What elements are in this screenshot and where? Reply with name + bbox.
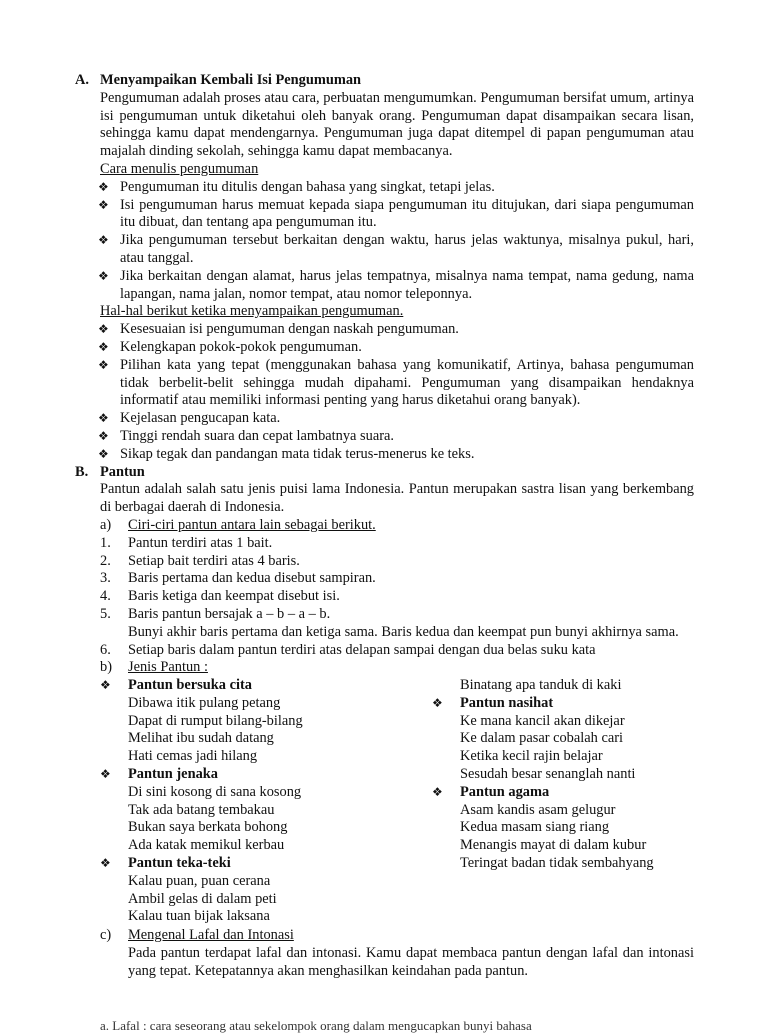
numbered-item (100, 641, 694, 660)
subsection-c-paragraph: Pada pantun terdapat lafal dan intonasi. Kamu dapat membaca pantun dengan lafal dan intonasi yang tepat. Ketepatannya akan menghasilkan keindahan pada pantun. (128, 944, 694, 979)
item-number: 3. (100, 570, 111, 587)
section-letter: A. (75, 72, 89, 88)
pantun-text: Hati cemas jadi hilang (128, 748, 258, 765)
document-page (0, 72, 768, 980)
subheading-cara-menulis: Cara menulis pengumuman (100, 160, 259, 177)
pantun-line (432, 819, 712, 837)
pantun-text: Kalau tuan bijak laksana (128, 908, 270, 925)
bullet-diamond-icon: ❖ (432, 784, 443, 799)
item-text: Baris pertama dan kedua disebut sampiran. (128, 570, 376, 587)
subsection-marker: b) (100, 659, 112, 676)
pantun-text: Ketika kecil rajin belajar (460, 748, 603, 765)
pantun-line (100, 748, 420, 766)
bullet-list-cara-menulis (0, 179, 768, 304)
bullet-diamond-icon: ❖ (100, 678, 111, 693)
section-b-heading (0, 464, 768, 482)
bullet-item (98, 196, 694, 233)
pantun-line (100, 819, 420, 837)
bullet-text: Isi pengumuman harus memuat kepada siapa pengumuman itu ditujukan, dari siapa pengumuman itu dibuat, dan tentang apa pengumuman itu. (120, 196, 694, 231)
pantun-line (432, 677, 712, 695)
item-text: Setiap baris dalam pantun terdiri atas delapan sampai dengan dua belas suku kata (128, 641, 596, 658)
pantun-type-title (100, 855, 420, 873)
pantun-text: Kalau puan, puan cerana (128, 872, 271, 889)
subsection-c-text (128, 945, 694, 981)
numbered-item (100, 570, 694, 588)
pantun-column-left (100, 677, 420, 926)
subheading-hal-hal: Hal-hal berikut ketika menyampaikan pengumuman. (100, 303, 404, 320)
pantun-text: Pantun agama (460, 783, 550, 800)
bullet-diamond-icon: ❖ (98, 197, 109, 212)
bullet-item (98, 338, 694, 357)
pantun-line (100, 784, 420, 802)
section-letter: B. (75, 463, 89, 480)
bullet-item (98, 356, 694, 410)
pantun-text: Di sini kosong di sana kosong (128, 783, 302, 800)
bullet-text: Jika berkaitan dengan alamat, harus jelas tempatnya, misalnya nama tempat, nama gedung, nama lapangan, nama jalan, nomor tempat, atau nomor teleponnya. (120, 267, 694, 302)
pantun-text: Teringat badan tidak sembahyang (460, 855, 654, 872)
bullet-item (98, 178, 694, 197)
pantun-columns (0, 677, 768, 927)
pantun-text: Pantun teka-teki (128, 855, 231, 872)
pantun-text: Sesudah besar senanglah nanti (460, 766, 636, 783)
pantun-text: Melihat ibu sudah datang (128, 730, 274, 747)
pantun-text: Pantun bersuka cita (128, 677, 252, 694)
cut-off-line: a. Lafal : cara seseorang atau sekelompok orang dalam mengucapkan bunyi bahasa (100, 1018, 532, 1033)
section-title: Pantun (100, 463, 145, 480)
pantun-line (100, 695, 420, 713)
pantun-text: Binatang apa tanduk di kaki (460, 677, 622, 694)
bullet-text: Kelengkapan pokok-pokok pengumuman. (120, 338, 362, 355)
numbered-item (100, 605, 694, 624)
pantun-type-title (100, 766, 420, 784)
bullet-item (98, 445, 694, 464)
item-number: 6. (100, 641, 111, 658)
bullet-item (98, 232, 694, 268)
pantun-line (432, 855, 712, 873)
pantun-text: Asam kandis asam gelugur (460, 801, 616, 818)
pantun-text: Menangis mayat di dalam kubur (460, 837, 647, 854)
bullet-diamond-icon: ❖ (98, 179, 109, 194)
section-a-intro: Pengumuman adalah proses atau cara, perbuatan mengumumkan. Pengumuman bersifat umum, artinya isi pengumuman untuk diketahui oleh banyak orang. Pengumuman dapat disampaikan secara lisan, sehingga kamu dapat mendengarnya. Pengumuman juga dapat ditempel di papan pengumuman atau majalah dinding sekolah, sehingga kamu dapat membacanya. (100, 89, 694, 160)
pantun-column-right (432, 677, 712, 873)
pantun-line (100, 802, 420, 820)
bullet-item (98, 267, 694, 304)
pantun-type-title (432, 784, 712, 802)
bullet-text: Pilihan kata yang tepat (menggunakan bahasa yang komunikatif, Artinya, bahasa pengumuman tidak berbelit-belit sehingga mudah dipahami. Pengumuman yang disampaikan hendaknya informatif atau memiliki informasi penting yang harus diketahui orang banyak). (120, 356, 694, 409)
numbered-list-ciri (0, 535, 768, 660)
pantun-text: Pantun nasihat (460, 694, 554, 711)
subsection-title: Mengenal Lafal dan Intonasi (128, 927, 294, 944)
bullet-diamond-icon: ❖ (98, 322, 109, 337)
bullet-diamond-icon: ❖ (98, 428, 109, 443)
subsection-c-heading (100, 927, 694, 945)
bullet-diamond-icon: ❖ (98, 411, 109, 426)
pantun-text: Tak ada batang tembakau (128, 801, 275, 818)
pantun-type-title (432, 695, 712, 713)
pantun-line (432, 766, 712, 784)
pantun-line (432, 837, 712, 855)
pantun-text: Ambil gelas di dalam peti (128, 890, 277, 907)
numbered-item (128, 624, 694, 642)
bullet-item (98, 321, 694, 339)
pantun-line (100, 837, 420, 855)
pantun-line (432, 802, 712, 820)
bullet-diamond-icon: ❖ (98, 357, 109, 372)
bullet-item (98, 410, 694, 428)
subsection-marker: c) (100, 927, 112, 944)
pantun-text: Ke dalam pasar cobalah cari (460, 730, 624, 747)
pantun-type-title (100, 677, 420, 695)
item-number: 4. (100, 588, 111, 605)
bullet-diamond-icon: ❖ (100, 856, 111, 871)
bullet-diamond-icon: ❖ (98, 268, 109, 283)
pantun-line (100, 713, 420, 731)
pantun-text: Ke mana kancil akan dikejar (460, 712, 625, 729)
pantun-line (432, 748, 712, 766)
pantun-text: Ada katak memikul kerbau (128, 837, 285, 854)
pantun-line (432, 713, 712, 731)
pantun-line (432, 730, 712, 748)
bullet-text: Jika pengumuman tersebut berkaitan dengan waktu, harus jelas waktunya, misalnya pukul, hari, atau tanggal. (120, 232, 694, 266)
bullet-text: Tinggi rendah suara dan cepat lambatnya suara. (120, 427, 394, 444)
subsection-b-heading (100, 659, 694, 677)
numbered-item (100, 588, 694, 606)
item-text: Baris ketiga dan keempat disebut isi. (128, 588, 340, 605)
pantun-text: Dapat di rumput bilang-bilang (128, 712, 303, 729)
pantun-line (100, 908, 420, 926)
item-number: 1. (100, 534, 111, 551)
bullet-diamond-icon: ❖ (100, 767, 111, 782)
bullet-item (98, 427, 694, 446)
bullet-diamond-icon: ❖ (432, 695, 443, 710)
bullet-text: Kejelasan pengucapan kata. (120, 410, 281, 427)
bullet-text: Kesesuaian isi pengumuman dengan naskah pengumuman. (120, 321, 459, 338)
subsection-title: Jenis Pantun : (128, 659, 208, 676)
item-number: 5. (100, 605, 111, 622)
section-title: Menyampaikan Kembali Isi Pengumuman (100, 72, 362, 88)
pantun-text: Pantun jenaka (128, 766, 218, 783)
pantun-text: Bukan saya berkata bohong (128, 819, 288, 836)
numbered-item (100, 534, 694, 553)
item-text: Bunyi akhir baris pertama dan ketiga sama. Baris kedua dan keempat pun bunyi akhirnya sama. (128, 623, 679, 640)
bullet-diamond-icon: ❖ (98, 446, 109, 461)
pantun-text: Kedua masam siang riang (460, 819, 610, 836)
section-a-heading (0, 72, 768, 90)
bullet-text: Pengumuman itu ditulis dengan bahasa yang singkat, tetapi jelas. (120, 178, 495, 195)
subsection-a-heading (100, 516, 694, 535)
bullet-diamond-icon: ❖ (98, 233, 109, 248)
item-text: Setiap bait terdiri atas 4 baris. (128, 552, 300, 569)
numbered-item (100, 552, 694, 571)
bullet-list-hal-hal (0, 321, 768, 463)
pantun-line (100, 891, 420, 909)
subsection-title: Ciri-ciri pantun antara lain sebagai berikut. (128, 516, 376, 533)
pantun-text: Dibawa itik pulang petang (128, 694, 281, 711)
pantun-line (100, 730, 420, 748)
bullet-diamond-icon: ❖ (98, 339, 109, 354)
item-text: Baris pantun bersajak a – b – a – b. (128, 605, 331, 622)
subsection-marker: a) (100, 516, 112, 533)
bullet-text: Sikap tegak dan pandangan mata tidak terus-menerus ke teks. (120, 445, 475, 462)
item-text: Pantun terdiri atas 1 bait. (128, 534, 273, 551)
item-number: 2. (100, 552, 111, 569)
section-b-intro: Pantun adalah salah satu jenis puisi lama Indonesia. Pantun merupakan sastra lisan yang berkembang di berbagai daerah di Indonesia. (100, 481, 694, 516)
pantun-line (100, 873, 420, 891)
